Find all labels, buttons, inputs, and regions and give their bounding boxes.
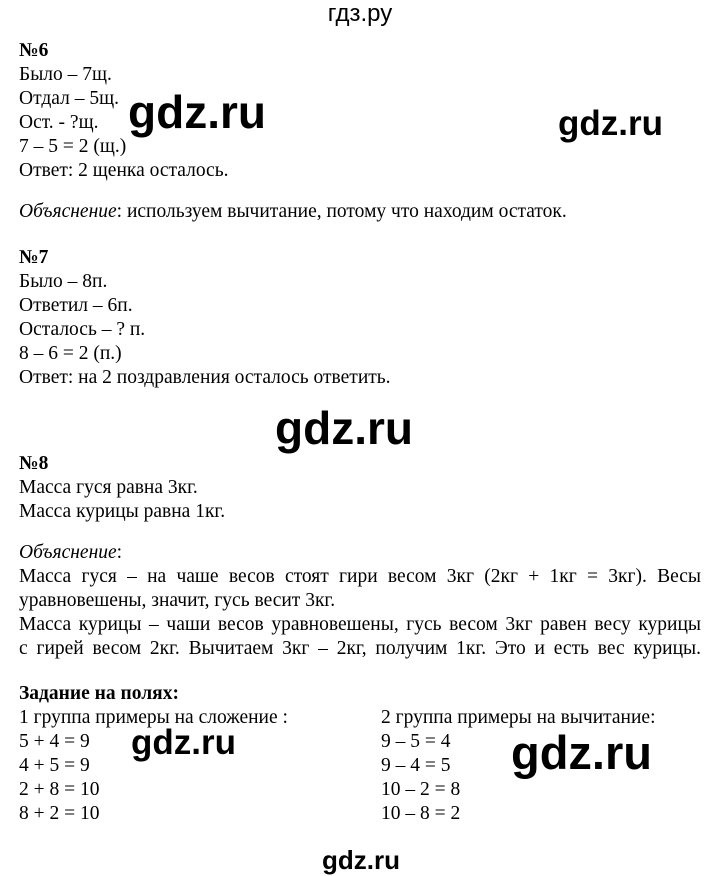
watermark: gdz.ru <box>128 86 266 138</box>
task6-line: Было – 7щ. <box>19 64 112 85</box>
explanation-colon: : <box>116 542 123 563</box>
task7-line: 8 – 6 = 2 (п.) <box>19 343 122 364</box>
task6-answer: Ответ: 2 щенка осталось. <box>19 160 229 181</box>
task6-line: Ост. - ?щ. <box>19 112 99 133</box>
watermark: gdz.ru <box>558 104 663 143</box>
group1-item: 4 + 5 = 9 <box>19 755 90 776</box>
explanation-label: Объяснение <box>19 542 117 563</box>
group2-heading: 2 группа примеры на вычитание: <box>381 707 656 728</box>
task6-title: №6 <box>19 40 49 61</box>
group1-item: 2 + 8 = 10 <box>19 779 100 800</box>
task7-title: №7 <box>19 247 49 268</box>
watermark: gdz.ru <box>131 723 236 762</box>
task8-paragraph-line: с гирей весом 2кг. Вычитаем 3кг – 2кг, получим 1кг. Это и есть вес курицы. <box>19 638 701 659</box>
explanation-label: Объяснение <box>19 201 117 222</box>
site-header: гдз.ру <box>327 0 393 27</box>
task6-line: 7 – 5 = 2 (щ.) <box>19 136 127 157</box>
group1-heading: 1 группа примеры на сложение : <box>19 707 288 728</box>
task6-line: Отдал – 5щ. <box>19 88 119 109</box>
task7-line: Осталось – ? п. <box>19 319 146 340</box>
margin-task-title: Задание на полях: <box>19 683 179 704</box>
task8-paragraph-line: Масса курицы – чаши весов уравновешены, гусь весом 3кг равен весу курицы <box>19 614 701 635</box>
group2-item: 10 – 8 = 2 <box>381 803 461 824</box>
task8-line: Масса курицы равна 1кг. <box>19 501 226 522</box>
watermark: gdz.ru <box>275 402 413 454</box>
task8-line: Масса гуся равна 3кг. <box>19 477 198 498</box>
group2-item: 9 – 5 = 4 <box>381 731 451 752</box>
task8-paragraph-line: Масса гуся – на чаше весов стоят гири весом 3кг (2кг + 1кг = 3кг). Весы <box>19 566 701 587</box>
watermark: gdz.ru <box>511 726 652 779</box>
group2-item: 10 – 2 = 8 <box>381 779 461 800</box>
group2-item: 9 – 4 = 5 <box>381 755 451 776</box>
watermark: gdz.ru <box>322 845 400 875</box>
task8-explanation-label <box>19 541 122 565</box>
task8-title: №8 <box>19 453 49 474</box>
task6-explanation <box>19 200 567 224</box>
group1-item: 5 + 4 = 9 <box>19 731 90 752</box>
task8-paragraph-line: уравновешены, значит, гусь весит 3кг. <box>19 590 336 611</box>
task7-line: Было – 8п. <box>19 271 108 292</box>
explanation-text: : используем вычитание, потому что находим остаток. <box>116 201 567 222</box>
group1-item: 8 + 2 = 10 <box>19 803 100 824</box>
task7-answer: Ответ: на 2 поздравления осталось ответить. <box>19 367 391 388</box>
task7-line: Ответил – 6п. <box>19 295 133 316</box>
